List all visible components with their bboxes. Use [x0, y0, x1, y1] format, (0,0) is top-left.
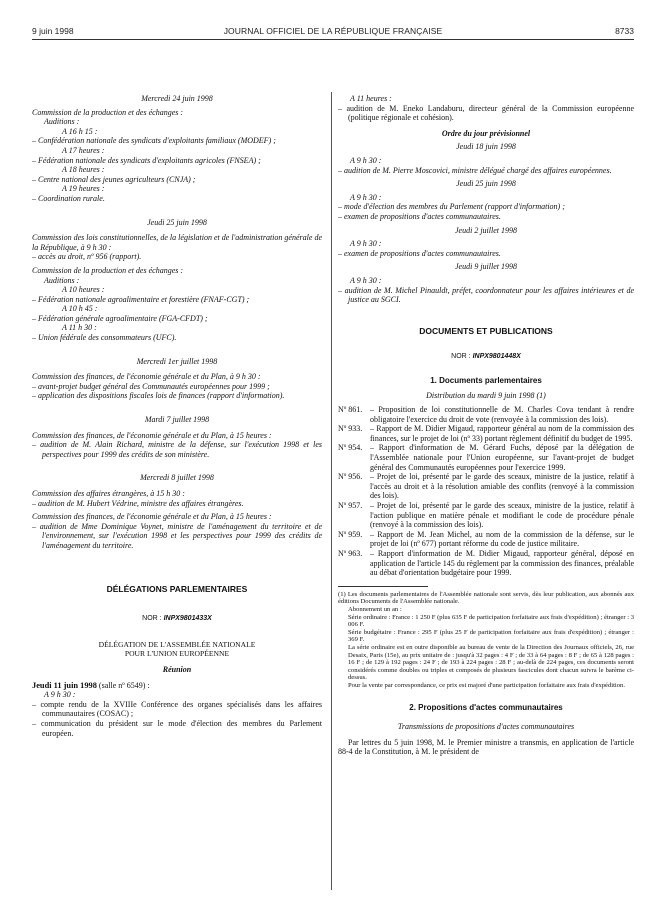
footnote-rule — [338, 586, 428, 587]
agenda-item: – Fédération générale agroalimentaire (FGA-CFDT) ; — [32, 313, 208, 323]
footnote-text: La série ordinaire est en outre disponible au bureau de vente de la Direction des Journaux officiels, 26, rue Desaix, Paris (15e), au prix unitaire de : jusqu'à 32 pages : 4 F ; de 33 à 64 pages : 8 F ; de 65 à 128 pages : 16 F ; de 129 à 192 pages : 24 F ; de 193 à 224 pages : 28 F ; au-delà de 224 pages, ces documents seront considérés comme doubles ou triples et composés de plusieurs fascicules dont chacun suivra le barème ci-dessus. — [348, 643, 634, 682]
nor-reference — [32, 614, 322, 624]
meeting-date-bold: Jeudi 11 juin 1998 — [32, 680, 97, 690]
document-number: Nº 959. — [338, 529, 363, 539]
agenda-item: – avant-projet budget général des Communautés européennes pour 1999 ; — [32, 381, 270, 391]
subsection-subtitle: Transmissions de propositions d'actes communautaires — [397, 722, 575, 732]
document-entry — [338, 501, 634, 530]
document-number: Nº 933. — [338, 424, 363, 434]
document-entry — [338, 549, 634, 578]
agenda-item: – audition de Mme Dominique Voynet, ministre de l'aménagement du territoire et de l'environnement, sur l'exécution 1998 et les perspectives pour 1999 des crédits de l'aménagement du territoire. — [32, 521, 322, 550]
section-date: Jeudi 9 juillet 1998 — [455, 262, 517, 272]
agenda-item: – Confédération nationale des syndicats d'exploitants familiaux (MODEF) ; — [32, 136, 276, 146]
agenda-item: – Fédération nationale des syndicats d'exploitants agricoles (FNSEA) ; — [32, 155, 261, 165]
agenda-item: – mode d'élection des membres du Parlement (rapport d'information) ; — [338, 202, 565, 212]
agenda-item: – examen de propositions d'actes communautaires. — [338, 248, 501, 258]
nor-code: INPX9801433X — [163, 615, 212, 623]
document-number: Nº 861. — [338, 405, 363, 415]
header-rule — [32, 39, 634, 40]
nor-label: NOR : — [142, 615, 162, 623]
agenda-item: – audition de M. Michel Pinauldt, préfet, coordonnateur pour les affaires intérieures et de justice au SGCI. — [338, 285, 634, 305]
page-header — [32, 26, 634, 40]
nor-code: INPX9801448X — [472, 353, 521, 361]
commission-name: Commission des affaires étrangères, à 15 h 30 : — [32, 489, 185, 498]
document-number: Nº 957. — [338, 501, 363, 510]
agenda-item: – audition de M. Pierre Moscovici, ministre délégué chargé des affaires européennes. — [338, 165, 612, 175]
agenda-heading: Ordre du jour prévisionnel — [441, 128, 531, 138]
time-label: A 9 h 30 : — [350, 275, 382, 285]
subsection-title: 1. Documents parlementaires — [430, 375, 542, 385]
time-label: A 10 heures : — [62, 285, 105, 295]
agenda-item: – communication du président sur le mode d'élection des membres du Parlement européen. — [32, 718, 322, 738]
commission-name: Commission des finances, de l'économie générale et du Plan, à 9 h 30 : — [32, 372, 261, 382]
agenda-item: – Coordination rurale. — [32, 193, 105, 203]
footnote-text: Série ordinaire : France : 1 250 F (plus 635 F de participation forfaitaire aux frais d'expédition) ; étranger : 3 006 F. — [348, 613, 634, 629]
delegation-name: POUR L'UNION EUROPÉENNE — [124, 649, 230, 659]
documents-list — [338, 405, 634, 578]
meeting-date — [32, 681, 322, 691]
agenda-item: – application des dispositions fiscales lois de finances (rapport d'information). — [32, 391, 285, 401]
nor-label: NOR : — [451, 353, 471, 361]
commission-name: Commission des finances, de l'économie générale et du Plan, à 15 heures : — [32, 430, 272, 440]
column-divider — [331, 92, 332, 890]
document-text: – Projet de loi, présenté par le garde des sceaux, ministre de la justice, relatif à l'action publique en matière pénale et modifiant le code de procédure pénale (renvoyé à la commission des lois). — [370, 501, 634, 530]
time-label: A 9 h 30 : — [44, 690, 76, 700]
agenda-item: – Union fédérale des consommateurs (UFC). — [32, 333, 177, 343]
agenda-item: – accès au droit, nº 956 (rapport). — [32, 252, 142, 262]
time-label: A 18 heures : — [62, 165, 105, 175]
document-entry — [338, 405, 634, 424]
time-label: A 11 h 30 : — [62, 323, 97, 333]
document-number: Nº 954. — [338, 443, 363, 453]
body-paragraph: Par lettres du 5 juin 1998, M. le Premier ministre a transmis, en application de l'article 88-4 de la Constitution, à M. le président de — [338, 737, 634, 757]
time-label: A 9 h 30 : — [350, 155, 382, 165]
commission-name: Commission de la production et des échanges : — [32, 107, 184, 117]
section-date: Mercredi 1er juillet 1998 — [136, 356, 218, 366]
document-text: – Proposition de loi constitutionnelle de M. Charles Cova tendant à rendre obligatoire l'exercice du droit de vote (renvoyée à la commission des lois). — [370, 405, 634, 424]
section-title: DÉLÉGATIONS PARLEMENTAIRES — [106, 583, 248, 594]
document-text: – Rapport de M. Jean Michel, au nom de la commission de la défense, sur le projet de loi (nº 677) portant réforme du code de justice militaire. — [370, 529, 634, 549]
time-label: A 10 h 45 : — [62, 304, 98, 314]
document-entry — [338, 472, 634, 501]
meeting-room: (salle nº 6549) : — [96, 680, 150, 690]
auditions-label: Auditions : — [44, 117, 80, 127]
section-date: Jeudi 25 juin 1998 — [147, 217, 207, 227]
section-date: Jeudi 25 juin 1998 — [456, 179, 516, 189]
header-date: 9 juin 1998 — [32, 26, 74, 36]
document-entry — [338, 424, 634, 443]
time-label: A 9 h 30 : — [350, 239, 382, 249]
time-label: A 19 heures : — [62, 184, 105, 194]
document-number: Nº 963. — [338, 548, 363, 558]
time-label: A 9 h 30 : — [350, 192, 382, 202]
left-column — [32, 94, 322, 738]
commission-name: Commission des lois constitutionnelles, de la législation et de l'administration générale de la République, à 9 h 30 : — [32, 233, 322, 252]
document-number: Nº 956. — [338, 472, 363, 482]
document-entry — [338, 443, 634, 472]
agenda-item: – audition de M. Alain Richard, ministre de la défense, sur l'exécution 1998 et les perspectives pour 1999 des crédits de son ministère. — [32, 440, 322, 459]
footnote-text: Abonnement un an : — [348, 605, 402, 613]
agenda-item: – Centre national des jeunes agriculteurs (CNJA) ; — [32, 174, 196, 184]
commission-name: Commission des finances, de l'économie générale et du Plan, à 15 heures : — [32, 512, 272, 522]
section-date: Jeudi 18 juin 1998 — [456, 142, 516, 152]
document-entry — [338, 530, 634, 549]
agenda-item: – examen de propositions d'actes communautaires. — [338, 211, 501, 221]
document-text: – Rapport d'information de M. Didier Migaud, rapporteur général, déposé en application de l'article 145 du règlement par la commission des finances, préalable au débat d'orientation budgétaire pour 1999. — [370, 548, 635, 578]
auditions-label: Auditions : — [44, 275, 80, 285]
section-date: Jeudi 2 juillet 1998 — [455, 225, 517, 235]
footnote — [338, 591, 634, 690]
reunion-heading: Réunion — [162, 664, 192, 674]
agenda-item: – audition de M. Hubert Védrine, ministre des affaires étrangères. — [32, 498, 244, 508]
subsection-title: 2. Propositions d'actes communautaires — [409, 703, 563, 713]
agenda-item: – audition de M. Eneko Landaburu, directeur général de la Commission européenne (politique régionale et cohésion). — [338, 103, 634, 123]
footnote-text: Pour la vente par correspondance, ce prix est majoré d'une participation forfaitaire aux frais d'expédition. — [348, 681, 626, 689]
document-text: – Projet de loi, présenté par le garde des sceaux, ministre de la justice, relatif à l'accès au droit et à la résolution amiable des conflits (renvoyé à la commission des lois). — [370, 472, 634, 501]
document-text: – Rapport d'information de M. Gérard Fuchs, déposé par la délégation de l'Assemblée nationale pour l'Union européenne, sur l'avant-projet de budget général des Communautés européennes pour l'exercice 1999. — [370, 443, 634, 472]
time-label: A 11 heures : — [350, 94, 392, 103]
delegation-name: DÉLÉGATION DE L'ASSEMBLÉE NATIONALE — [98, 639, 256, 649]
section-date: Mercredi 8 juillet 1998 — [140, 473, 214, 483]
agenda-item: – Fédération nationale agroalimentaire et forestière (FNAF-CGT) ; — [32, 294, 250, 304]
time-label: A 16 h 15 : — [62, 126, 98, 136]
distribution-date: Distribution du mardi 9 juin 1998 (1) — [426, 391, 546, 401]
time-label: A 17 heures : — [62, 145, 105, 155]
header-title: JOURNAL OFFICIEL DE LA RÉPUBLIQUE FRANÇAISE — [223, 26, 443, 36]
right-column — [338, 94, 634, 757]
section-date: Mercredi 24 juin 1998 — [141, 94, 213, 103]
header-page-number: 8733 — [615, 26, 634, 36]
agenda-item: – compte rendu de la XVIIIe Conférence des organes spécialisés dans les affaires communautaires (COSAC) ; — [32, 699, 322, 719]
section-title: DOCUMENTS ET PUBLICATIONS — [419, 325, 553, 336]
footnote-text: (1) Les documents parlementaires de l'Assemblée nationale sont servis, dès leur publication, aux abonnés aux éditions Documents de l'Assemblée nationale. — [338, 590, 634, 606]
nor-reference — [338, 352, 634, 362]
commission-name: Commission de la production et des échanges : — [32, 265, 184, 275]
footnote-text: Série budgétaire : France : 295 F (plus 25 F de participation forfaitaire aux frais d'expédition) ; étranger : 369 F. — [348, 628, 634, 644]
document-text: – Rapport de M. Didier Migaud, rapporteur général au nom de la commission des finances, sur le projet de loi (nº 33) portant règlement définitif du budget de 1995. — [370, 424, 634, 443]
section-date: Mardi 7 juillet 1998 — [144, 415, 210, 425]
